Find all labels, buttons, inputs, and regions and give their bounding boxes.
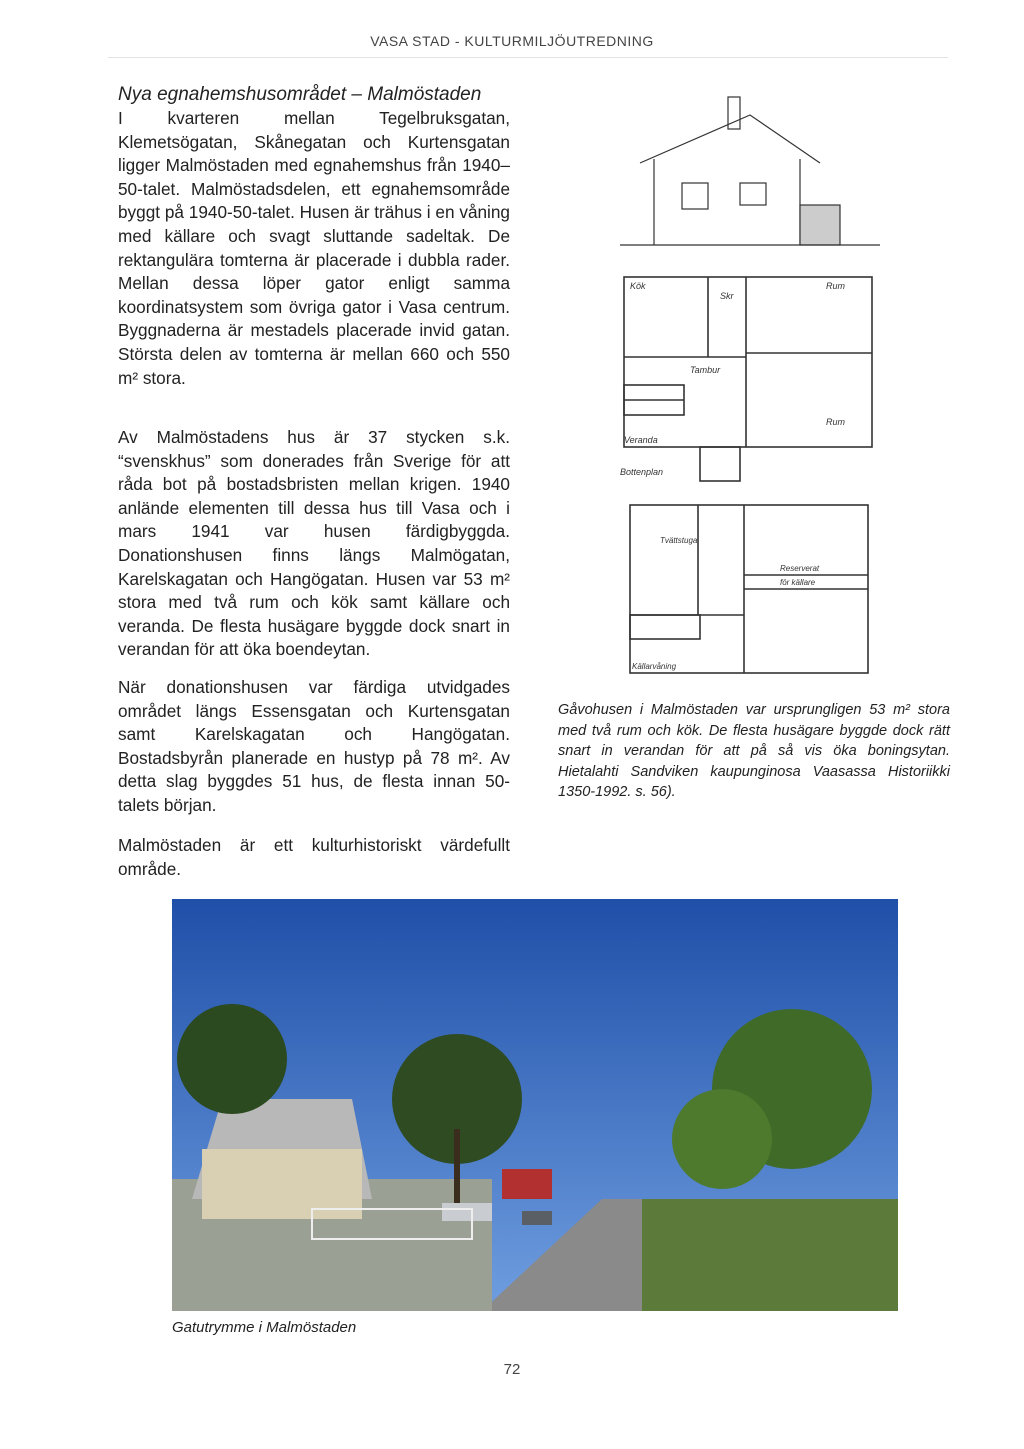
photo-caption: Gatutrymme i Malmöstaden xyxy=(172,1319,357,1336)
label-for-kallare: för källare xyxy=(780,578,816,587)
page-number: 72 xyxy=(503,1361,521,1378)
paragraph-3: När donationshusen var färdiga utvidgades området längs Essensgatan och Kurtensgatan samt Karelskagatan och Hangögatan. Bostadsbyrån planerade en hustyp på 78 m². Av detta slag byggdes 51 hus, de flesta innan 50-talets början. xyxy=(118,677,510,815)
label-skr: Skr xyxy=(720,291,734,301)
parked-car xyxy=(522,1211,552,1225)
paragraph-3-block xyxy=(118,676,510,818)
label-tambur: Tambur xyxy=(690,365,721,375)
paragraph-4: Malmöstaden är ett kulturhistoriskt värdefullt område. xyxy=(118,835,510,879)
house-drawings xyxy=(620,95,880,695)
label-kok: Kök xyxy=(630,281,646,291)
running-header: VASA STAD - KULTURMILJÖUTREDNING xyxy=(370,33,654,49)
red-house xyxy=(502,1169,552,1199)
label-kallarvaning: Källarvåning xyxy=(632,662,677,671)
paragraph-4-block xyxy=(118,834,510,881)
elevation-drawing xyxy=(620,97,880,245)
label-reserverat: Reserverat xyxy=(780,564,820,573)
parked-car-2 xyxy=(442,1203,492,1221)
section-heading: Nya egnahemshusområdet – Malmöstaden xyxy=(118,84,482,105)
basement-plan xyxy=(630,505,868,673)
header-rule xyxy=(108,57,948,58)
label-tvattstuga: Tvättstuga xyxy=(660,536,698,545)
paragraph-2: Av Malmöstadens hus är 37 stycken s.k. “svenskhus” som donerades från Sverige för att råda bot på bostadsbristen mellan krigen. 1940 anlände elementen till dessa hus till Vasa och i mars 1941 var husen färdigbyggda. Donationshusen finns längs Malmögatan, Karelskagatan och Hangögatan. Husen var 53 m² stora med två rum och kök samt källare och veranda. De flesta husägare byggde dock snart in verandan för att öka boendeytan. xyxy=(118,427,510,660)
street-photo xyxy=(172,899,898,1311)
ground-floor-plan xyxy=(624,277,872,481)
paragraph-2-block xyxy=(118,426,510,662)
label-rum-2: Rum xyxy=(826,417,846,427)
label-bottenplan: Bottenplan xyxy=(620,467,664,477)
figure-caption: Gåvohusen i Malmöstaden var ursprungligen 53 m² stora med två rum och kök. De flesta husägare byggde dock rätt snart in verandan för att på så vis öka boningsytan. Hietalahti Sandviken kaupunginosa Vaasassa Historiikki 1350-1992. s. 56). xyxy=(558,702,950,800)
section-title xyxy=(118,83,510,390)
label-rum-1: Rum xyxy=(826,281,846,291)
paragraph-1: I kvarteren mellan Tegelbruksgatan, Klemetsögatan, Skånegatan och Kurtensgatan ligger Malmöstaden med egnahemshus från 1940–50-talet. Malmöstadsdelen, ett egnahemsområde byggt på 1940-50-talet. Husen är trähus i en våning med källare och svagt sluttande sadeltak. De rektangulära tomterna är placerade i dubbla rader. Mellan dessa löper gator enligt samma koordinatsystem som övriga gator i Vasa centrum. Byggnaderna är mestadels placerade invid gatan. Största delen av tomterna är mellan 660 och 550 m² stora. xyxy=(118,108,510,388)
label-veranda: Veranda xyxy=(624,435,658,445)
tree-left xyxy=(177,1004,287,1114)
